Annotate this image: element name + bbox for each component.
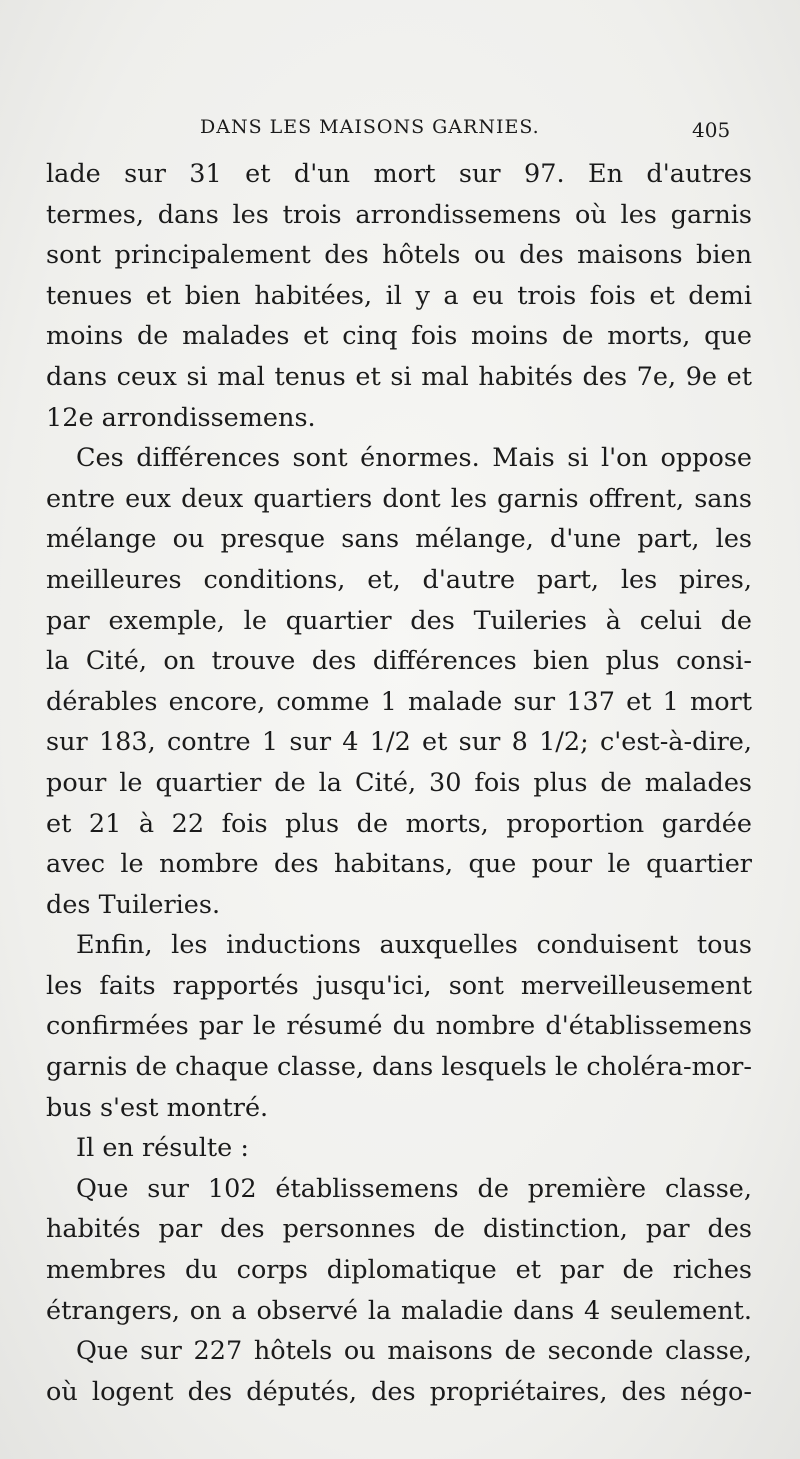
text-line: dans ceux si mal tenus et si mal habités des 7e, 9e et [46,361,752,392]
running-head-title: DANS LES MAISONS GARNIES. [200,116,540,138]
text-line: moins de malades et cinq fois moins de morts, que [46,321,752,352]
text-line: des Tuileries. [46,889,221,920]
text-line: et 21 à 22 fois plus de morts, proportion gardée [46,808,752,839]
text-line: lade sur 31 et d'un mort sur 97. En d'autres [46,159,752,189]
text-line: membres du corps diplomatique et par de riches [46,1255,752,1286]
text-line: termes, dans les trois arrondissemens où les garnis [46,199,752,230]
text-line: garnis de chaque classe, dans lesquels le choléra-mor- [46,1052,752,1083]
running-head [0,112,800,152]
text-line: Enfin, les inductions auxquelles conduisent tous [76,930,752,961]
text-line: par exemple, le quartier des Tuileries à celui de [46,605,752,636]
text-line: Que sur 102 établissemens de première classe, [76,1173,752,1204]
text-line: habités par des personnes de distinction, par des [46,1214,752,1245]
text-line: meilleures conditions, et, d'autre part, les pires, [46,564,752,595]
text-line: dérables encore, comme 1 malade sur 137 et 1 mort [46,686,752,717]
text-line: mélange ou presque sans mélange, d'une part, les [46,524,752,555]
text-line: où logent des députés, des propriétaires, des négo- [46,1376,752,1407]
text-line: Il en résulte : [76,1133,249,1164]
body-text [46,154,752,1412]
text-line: étrangers, on a observé la maladie dans 4 seulement. [46,1295,752,1326]
text-line: confirmées par le résumé du nombre d'établissemens [46,1011,752,1042]
text-line: bus s'est montré. [46,1092,269,1123]
text-line: la Cité, on trouve des différences bien plus consi- [46,646,752,677]
text-line: pour le quartier de la Cité, 30 fois plus de malades [46,767,752,798]
text-line: avec le nombre des habitans, que pour le quartier [46,849,752,880]
text-line: sur 183, contre 1 sur 4 1/2 et sur 8 1/2; c'est-à-dire, [46,727,752,758]
text-line: sont principalement des hôtels ou des maisons bien [46,240,752,271]
text-line: Ces différences sont énormes. Mais si l'on oppose [76,443,752,474]
text-line: Que sur 227 hôtels ou maisons de seconde classe, [76,1336,752,1367]
text-line: entre eux deux quartiers dont les garnis offrent, sans [46,483,752,514]
page-number: 405 [692,118,731,142]
text-line: tenues et bien habitées, il y a eu trois fois et demi [46,280,752,311]
text-line: 12e arrondissemens. [46,402,316,433]
text-line: les faits rapportés jusqu'ici, sont merveilleusement [46,970,752,1001]
